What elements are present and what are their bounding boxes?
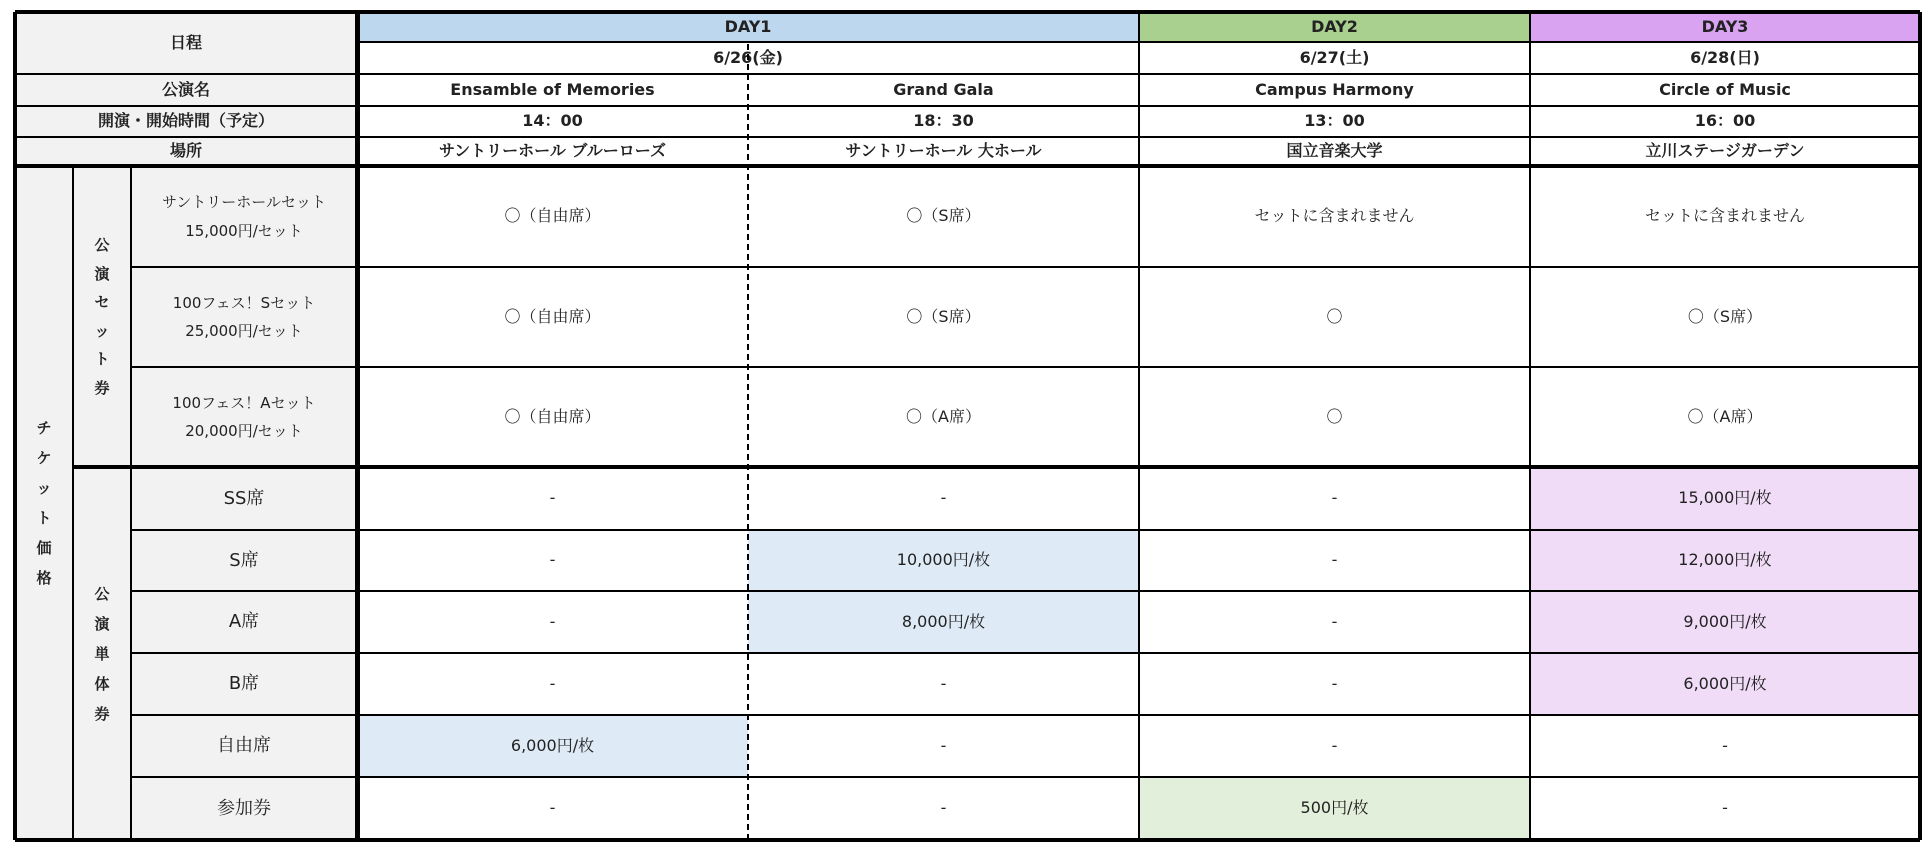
start-time-label: 開演・開始時間（予定）: [15, 106, 357, 137]
grid-line: [1529, 12, 1531, 840]
single-ticket-price-cell: 6,000円/枚: [357, 715, 748, 777]
grid-line: [1138, 12, 1140, 840]
day-header-2: DAY2: [1139, 12, 1530, 42]
set-ticket-cell: 〇（S席）: [906, 306, 981, 326]
performance-venue-3: 国立音楽大学: [1286, 141, 1383, 161]
set-ticket-cell: 〇（S席）: [906, 206, 981, 226]
set-ticket-label: [73, 166, 131, 467]
set-ticket-label-line-1: 演: [94, 264, 110, 283]
dashed-divider: [747, 44, 749, 840]
single-ticket-price-cell: -: [549, 673, 556, 693]
performance-venue-4: 立川ステージガーデン: [1645, 141, 1805, 161]
grid-line: [131, 590, 1920, 592]
set-ticket-cell: 〇（A席）: [906, 406, 981, 426]
grid-line: [15, 838, 1920, 842]
grid-line: [73, 465, 1920, 469]
performance-venue-2: サントリーホール 大ホール: [845, 141, 1042, 161]
single-ticket-price-cell: 10,000円/枚: [748, 530, 1139, 591]
grid-line: [72, 166, 74, 840]
performance-name-2: Grand Gala: [893, 79, 994, 99]
seat-type-4: B席: [131, 653, 357, 715]
performance-time-3: 13：00: [1304, 111, 1365, 131]
set-ticket-name-1: [131, 166, 357, 267]
set-ticket-label-line-2: セ: [94, 293, 110, 311]
set-ticket-name-3-line-1: 20,000円/セット: [185, 422, 303, 440]
set-ticket-cell: セットに含まれません: [1644, 206, 1805, 226]
set-ticket-cell: 〇: [1326, 306, 1343, 326]
set-ticket-name-2: [131, 267, 357, 367]
single-ticket-price-cell: 8,000円/枚: [748, 591, 1139, 653]
single-ticket-price-cell: 6,000円/枚: [1530, 653, 1920, 715]
single-ticket-price-cell: -: [1331, 611, 1338, 631]
ticket-price-label-line-4: 価: [36, 539, 52, 557]
performance-label: 公演名: [15, 74, 357, 106]
seat-type-5: 自由席: [131, 715, 357, 777]
ticket-price-label-line-1: ケ: [36, 449, 52, 467]
single-ticket-label-line-2: 単: [94, 644, 110, 663]
set-ticket-cell: 〇（S席）: [1687, 306, 1763, 326]
set-ticket-cell: 〇: [1326, 406, 1343, 426]
grid-line: [131, 652, 1920, 654]
single-ticket-price-cell: -: [1722, 735, 1728, 755]
set-ticket-name-3-line-0: 100フェス！Aセット: [172, 393, 316, 412]
single-ticket-label-line-0: 公: [94, 584, 110, 603]
grid-line: [131, 266, 1920, 268]
day-header-3: DAY3: [1530, 12, 1920, 42]
set-ticket-label-line-5: 券: [94, 378, 110, 397]
set-ticket-name-2-line-0: 100フェス！Sセット: [172, 293, 316, 312]
single-ticket-price-cell: 12,000円/枚: [1530, 530, 1920, 591]
set-ticket-name-1-line-0: サントリーホールセット: [162, 193, 326, 211]
single-ticket-price-cell: -: [940, 488, 947, 508]
single-ticket-price-cell: -: [549, 550, 556, 570]
set-ticket-cell: 〇（自由席）: [504, 406, 601, 426]
seat-type-6: 参加券: [131, 777, 357, 840]
set-ticket-name-1-line-1: 15,000円/セット: [185, 221, 303, 240]
performance-time-2: 18：30: [913, 111, 974, 131]
performance-time-1: 14：00: [522, 111, 583, 131]
day-date-3: 6/28(日): [1690, 47, 1760, 67]
ticket-price-label-line-2: ッ: [36, 479, 52, 497]
set-ticket-cell: 〇（A席）: [1687, 406, 1763, 426]
ticket-price-label: [15, 166, 73, 840]
single-ticket-price-cell: -: [1722, 798, 1728, 818]
single-ticket-price-cell: -: [549, 798, 556, 818]
set-ticket-cell: 〇（自由席）: [504, 306, 601, 326]
grid-line: [15, 136, 1920, 138]
grid-line: [131, 366, 1920, 368]
single-ticket-label-line-3: 体: [94, 674, 110, 693]
venue-label: 場所: [15, 137, 357, 166]
schedule-label: 日程: [15, 12, 357, 74]
grid-line: [130, 166, 132, 840]
single-ticket-price-cell: 9,000円/枚: [1530, 591, 1920, 653]
single-ticket-label-line-1: 演: [94, 614, 110, 633]
day-header-1: DAY1: [357, 12, 1139, 42]
grid-line: [131, 529, 1920, 531]
single-ticket-price-cell: 500円/枚: [1139, 777, 1530, 840]
single-ticket-price-cell: -: [1331, 550, 1338, 570]
performance-time-4: 16：00: [1694, 111, 1756, 131]
set-ticket-cell: セットに含まれません: [1254, 206, 1415, 226]
single-ticket-price-cell: -: [940, 798, 947, 818]
performance-name-1: Ensamble of Memories: [450, 79, 655, 99]
single-ticket-price-cell: -: [1331, 488, 1338, 508]
day-date-2: 6/27(土): [1299, 47, 1370, 67]
performance-name-4: Circle of Music: [1659, 79, 1791, 99]
single-ticket-price-cell: -: [549, 611, 556, 631]
single-ticket-price-cell: -: [549, 488, 556, 508]
set-ticket-name-2-line-1: 25,000円/セット: [185, 322, 303, 340]
day-date-1: 6/26(金): [713, 47, 783, 67]
performance-name-3: Campus Harmony: [1255, 79, 1414, 99]
set-ticket-label-line-3: ッ: [94, 321, 110, 340]
single-ticket-price-cell: -: [1331, 673, 1338, 693]
seat-type-1: SS席: [131, 467, 357, 530]
ticket-price-label-line-0: チ: [36, 419, 52, 437]
ticket-price-label-line-5: 格: [36, 569, 52, 587]
seat-type-3: A席: [131, 591, 357, 653]
grid-line: [15, 105, 1920, 107]
single-ticket-price-cell: -: [940, 735, 947, 755]
ticket-price-label-line-3: ト: [36, 509, 52, 527]
single-ticket-price-cell: 15,000円/枚: [1530, 467, 1920, 530]
grid-line: [15, 73, 1920, 75]
set-ticket-label-line-4: ト: [94, 350, 110, 368]
grid-line: [15, 164, 1920, 168]
single-ticket-price-cell: -: [1331, 735, 1338, 755]
set-ticket-cell: 〇（自由席）: [504, 206, 601, 226]
single-ticket-label: [73, 467, 131, 840]
performance-venue-1: サントリーホール ブルーローズ: [438, 141, 666, 161]
single-ticket-price-cell: -: [940, 673, 947, 693]
grid-line: [355, 12, 360, 840]
set-ticket-label-line-0: 公: [94, 236, 110, 254]
set-ticket-name-3: [131, 367, 357, 467]
grid-line: [131, 776, 1920, 778]
grid-line: [131, 714, 1920, 716]
single-ticket-label-line-4: 券: [94, 704, 110, 723]
grid-line: [15, 10, 1920, 14]
seat-type-2: S席: [131, 530, 357, 591]
